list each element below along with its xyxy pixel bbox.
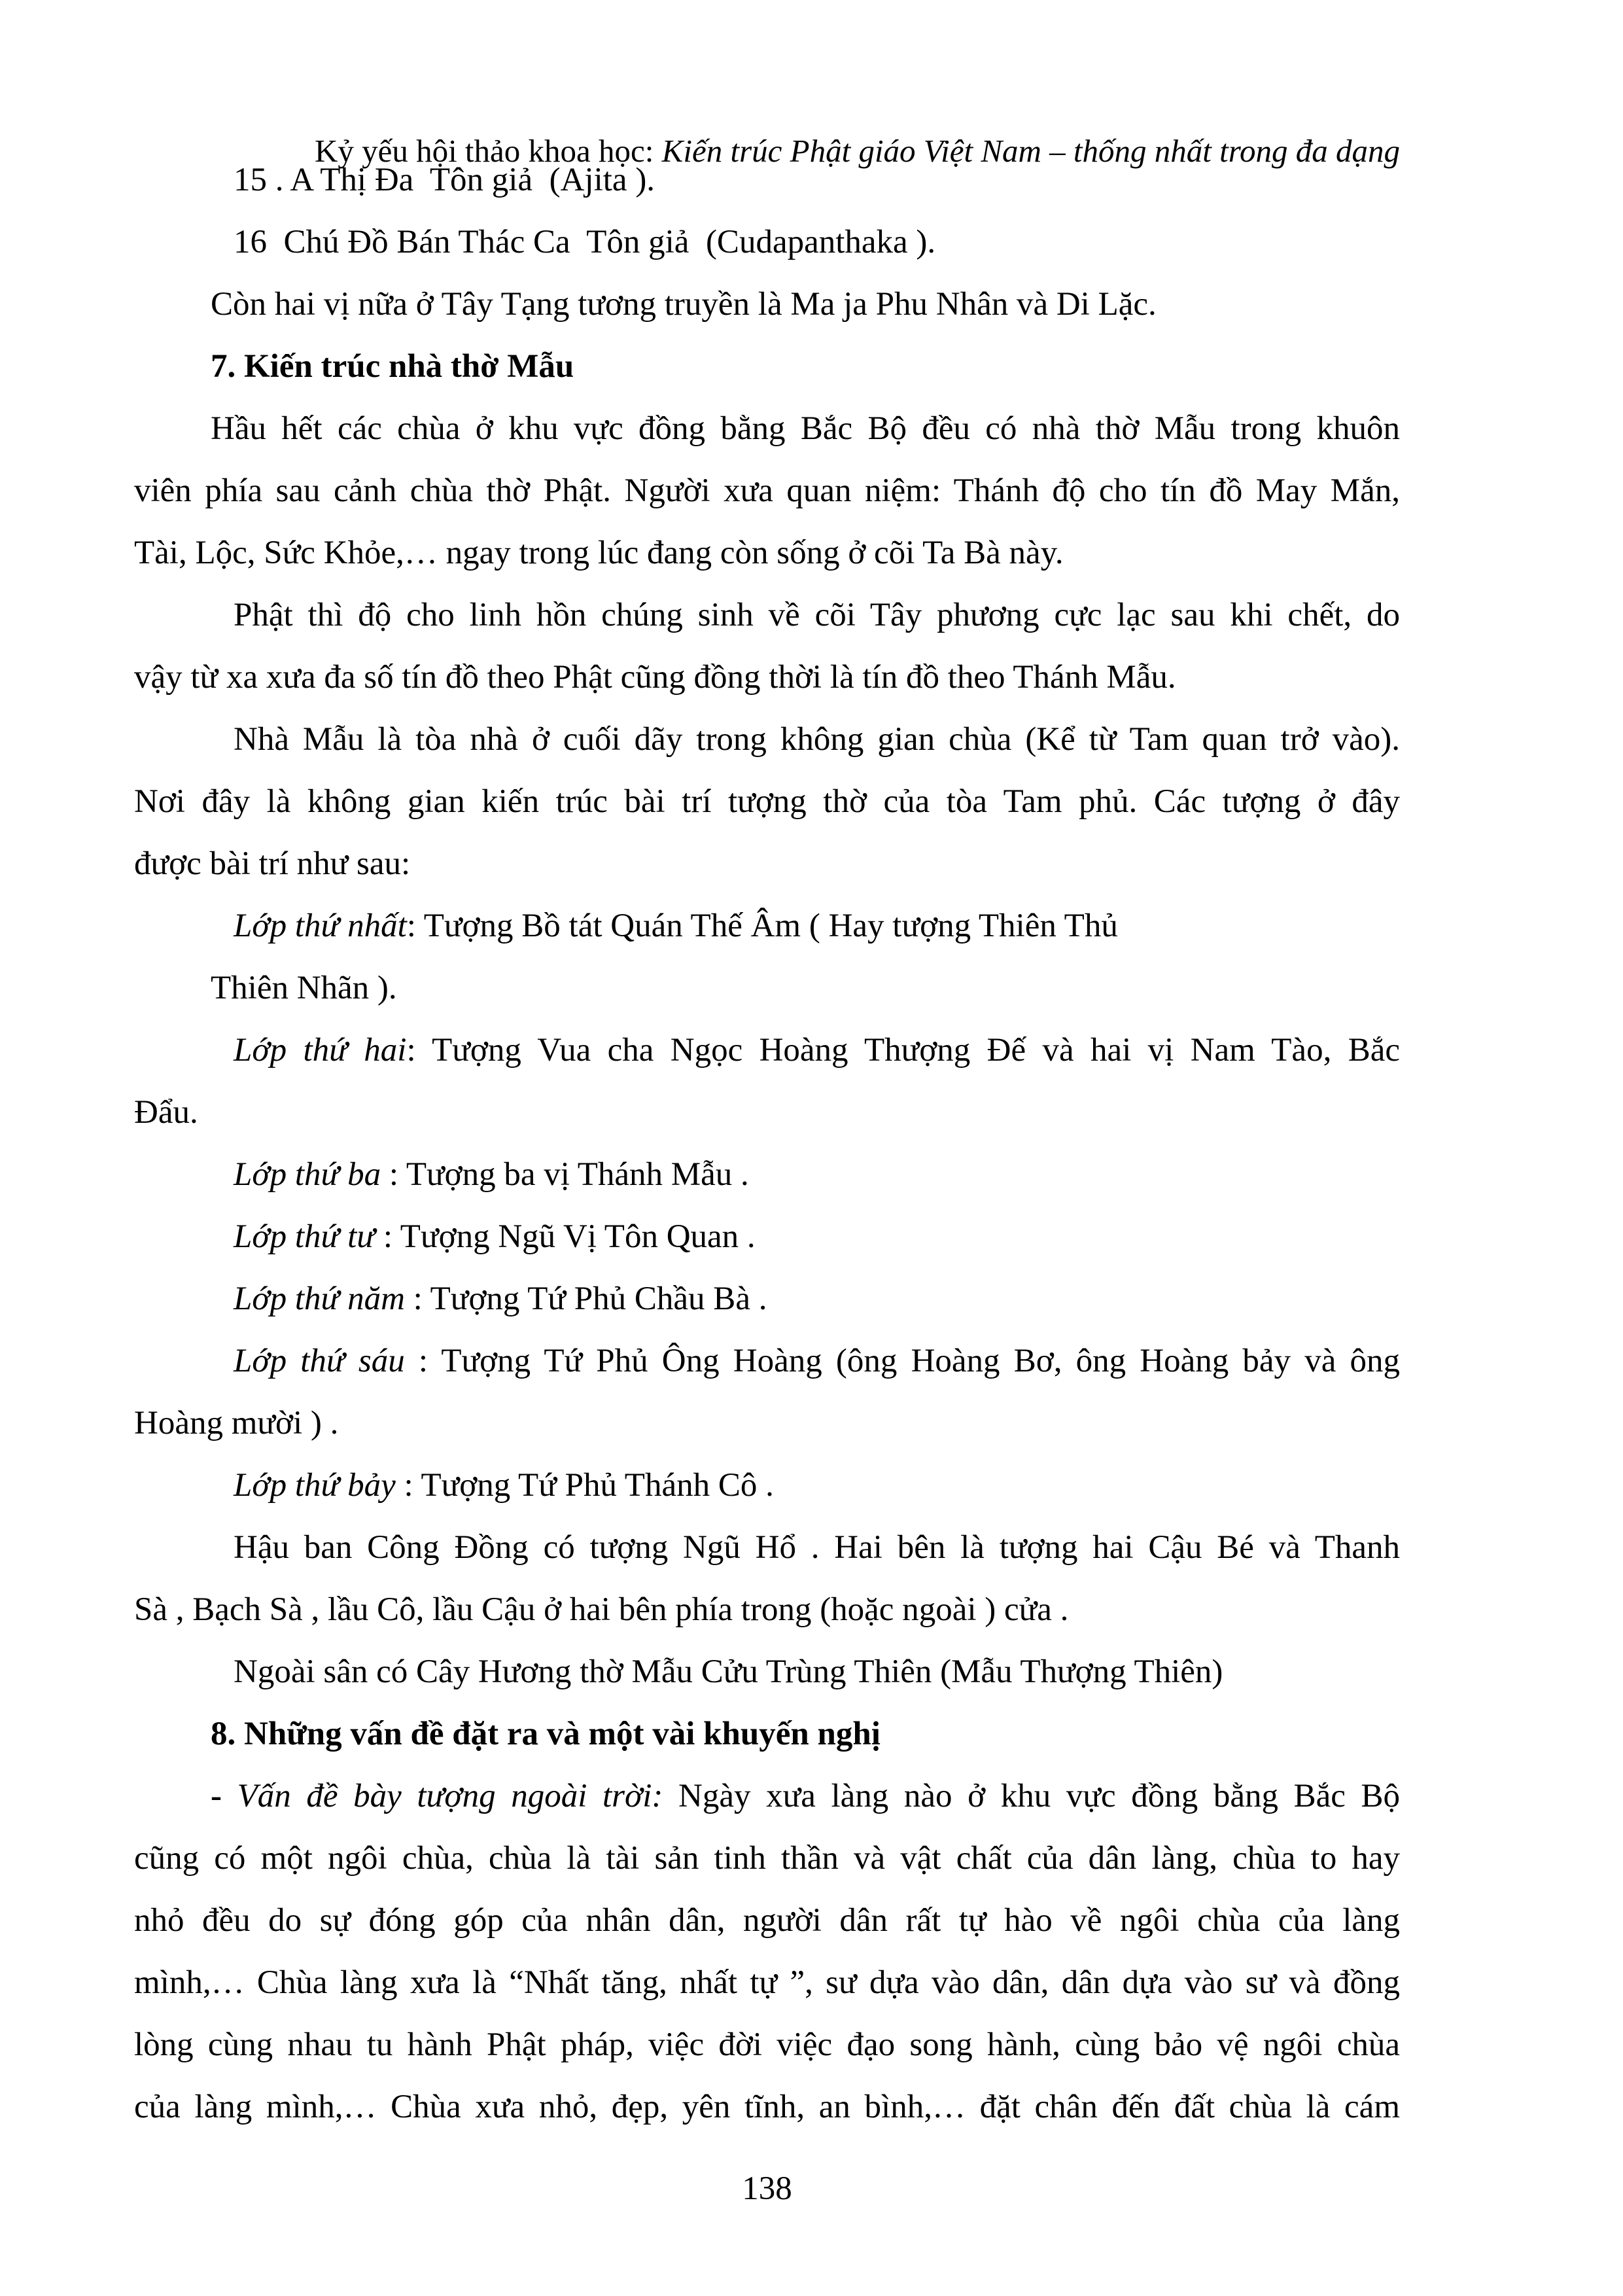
text-line	[134, 1206, 1400, 1268]
text-segment: : Tượng Tứ Phủ Ông Hoàng (ông Hoàng Bơ, ông Hoàng bảy và ông	[404, 1343, 1400, 1379]
text-line	[134, 274, 1400, 336]
text-line	[134, 957, 1400, 1019]
text-segment: Phật thì độ cho linh hồn chúng sinh về cõi Tây phương cực lạc sau khi chết, do	[234, 597, 1400, 633]
text-line	[134, 398, 1400, 460]
text-segment: : Tượng Tứ Phủ Chầu Bà .	[404, 1280, 767, 1317]
italic-segment: Lớp thứ nhất	[234, 908, 407, 944]
header-prefix: Kỷ yếu hội thảo khoa học:	[314, 133, 662, 169]
text-line	[134, 1890, 1400, 1952]
text-line	[134, 460, 1400, 522]
bold-segment: 8. Những vấn đề đặt ra và một vài khuyến nghị	[211, 1716, 881, 1752]
text-line	[134, 1517, 1400, 1579]
italic-segment: Lớp thứ năm	[234, 1280, 405, 1317]
text-line	[134, 1455, 1400, 1517]
text-line	[134, 1579, 1400, 1641]
italic-segment: Lớp thứ sáu	[234, 1343, 405, 1379]
text-line	[134, 895, 1400, 957]
bold-segment: 7. Kiến trúc nhà thờ Mẫu	[211, 348, 574, 385]
text-segment: vậy từ xa xưa đa số tín đồ theo Phật cũng đồng thời là tín đồ theo Thánh Mẫu.	[134, 659, 1176, 696]
text-segment: : Tượng Tứ Phủ Thánh Cô .	[395, 1467, 774, 1504]
text-segment: 15 . A Thị Đa Tôn giả (Ajita ).	[234, 162, 655, 198]
text-line	[134, 149, 1400, 211]
text-segment: Nơi đây là không gian kiến trúc bài trí tượng thờ của tòa Tam phủ. Các tượng ở đây	[134, 783, 1400, 820]
text-line	[134, 1144, 1400, 1206]
body-text	[134, 149, 1400, 2138]
text-segment: Ngoài sân có Cây Hương thờ Mẫu Cửu Trùng Thiên (Mẫu Thượng Thiên)	[234, 1653, 1223, 1690]
page-number: 138	[742, 2170, 792, 2207]
text-segment: Còn hai vị nữa ở Tây Tạng tương truyền là Ma ja Phu Nhân và Di Lặc.	[211, 286, 1157, 323]
bold-segment: -	[211, 1778, 237, 1814]
text-segment: Nhà Mẫu là tòa nhà ở cuối dãy trong không gian chùa (Kể từ Tam quan trở vào).	[234, 721, 1400, 758]
text-segment: : Tượng Vua cha Ngọc Hoàng Thượng Đế và hai vị Nam Tào, Bắc	[406, 1032, 1400, 1069]
text-segment: Hậu ban Công Đồng có tượng Ngũ Hổ . Hai bên là tượng hai Cậu Bé và Thanh	[234, 1529, 1400, 1566]
italic-segment: Lớp thứ tư	[234, 1218, 375, 1255]
text-line	[134, 1268, 1400, 1330]
text-segment: nhỏ đều do sự đóng góp của nhân dân, người dân rất tự hào về ngôi chùa của làng	[134, 1902, 1400, 1939]
text-line	[134, 833, 1400, 895]
text-segment: : Tượng Ngũ Vị Tôn Quan .	[375, 1218, 756, 1255]
text-segment: Đẩu.	[134, 1094, 198, 1131]
text-segment: Hầu hết các chùa ở khu vực đồng bằng Bắc Bộ đều có nhà thờ Mẫu trong khuôn	[211, 410, 1400, 447]
text-line	[134, 646, 1400, 709]
text-segment: 16 Chú Đồ Bán Thác Ca Tôn giả (Cudapanthaka ).	[234, 224, 936, 260]
header-title-italic: Kiến trúc Phật giáo Việt Nam – thống nhất trong đa dạng	[661, 133, 1400, 169]
text-segment: Sà , Bạch Sà , lầu Cô, lầu Cậu ở hai bên phía trong (hoặc ngoài ) cửa .	[134, 1591, 1069, 1628]
italic-segment: Lớp thứ ba	[234, 1156, 381, 1193]
text-segment: Ngày xưa làng nào ở khu vực đồng bằng Bắc Bộ	[663, 1778, 1400, 1814]
text-line	[134, 1765, 1400, 1828]
text-line	[134, 1082, 1400, 1144]
text-segment: lòng cùng nhau tu hành Phật pháp, việc đời việc đạo song hành, cùng bảo vệ ngôi chùa	[134, 2026, 1400, 2063]
text-segment: : Tượng ba vị Thánh Mẫu .	[381, 1156, 749, 1193]
italic-segment: Vấn đề bày tượng ngoài trời:	[237, 1778, 663, 1814]
text-line	[134, 2014, 1400, 2076]
text-segment: cũng có một ngôi chùa, chùa là tài sản tinh thần và vật chất của dân làng, chùa to hay	[134, 1840, 1400, 1877]
text-segment: Thiên Nhãn ).	[211, 970, 397, 1006]
text-segment: Tài, Lộc, Sức Khỏe,… ngay trong lúc đang còn sống ở cõi Ta Bà này.	[134, 535, 1064, 571]
italic-segment: Lớp thứ bảy	[234, 1467, 396, 1504]
text-segment: viên phía sau cảnh chùa thờ Phật. Người xưa quan niệm: Thánh độ cho tín đồ May Mắn,	[134, 472, 1400, 509]
text-line	[134, 1703, 1400, 1765]
text-line	[134, 1330, 1400, 1392]
text-segment: mình,… Chùa làng xưa là “Nhất tăng, nhất tự ”, sư dựa vào dân, dân dựa vào sư và đồng	[134, 1964, 1400, 2001]
text-line	[134, 336, 1400, 398]
text-line	[134, 211, 1400, 274]
text-line	[134, 1952, 1400, 2014]
text-line	[134, 1828, 1400, 1890]
text-segment: : Tượng Bồ tát Quán Thế Âm ( Hay tượng Thiên Thủ	[406, 908, 1118, 944]
text-segment: Hoàng mười ) .	[134, 1405, 339, 1441]
text-line	[134, 2076, 1400, 2138]
text-column	[134, 0, 1400, 2296]
text-line	[134, 584, 1400, 646]
text-line	[134, 522, 1400, 584]
text-line	[134, 1641, 1400, 1703]
text-segment: của làng mình,… Chùa xưa nhỏ, đẹp, yên tĩnh, an bình,… đặt chân đến đất chùa là cám	[134, 2089, 1400, 2125]
text-segment: được bài trí như sau:	[134, 845, 411, 882]
italic-segment: Lớp thứ hai	[234, 1032, 407, 1069]
text-line	[134, 1019, 1400, 1082]
text-line	[134, 771, 1400, 833]
text-line	[134, 709, 1400, 771]
text-line	[134, 1392, 1400, 1455]
